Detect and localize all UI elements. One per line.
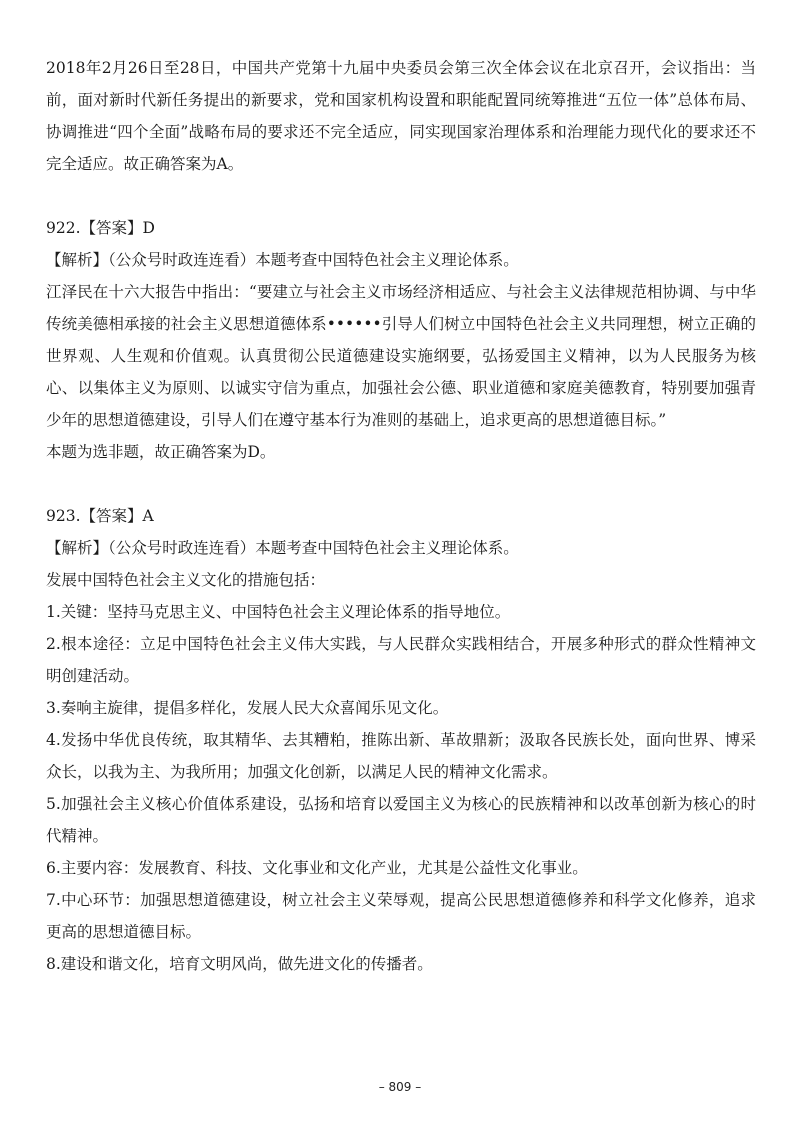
answer-923-item-8: 8.建设和谐文化，培育文明风尚，做先进文化的传播者。	[46, 955, 433, 973]
answer-923-item-3: 3.奏响主旋律，提倡多样化，发展人民大众喜闻乐见文化。	[46, 699, 449, 717]
answer-922-heading: 922.【答案】D	[46, 219, 155, 237]
answer-923-analysis: 【解析】（公众号时政连连看）本题考查中国特色社会主义理论体系。	[46, 539, 519, 557]
answer-923-item-7: 7.中心环节：加强思想道德建设，树立社会主义荣辱观，提高公民思想道德修养和科学文化修养，追求更高的思想道德目标。	[46, 891, 756, 941]
answer-923-item-1: 1.关键：坚持马克思主义、中国特色社会主义理论体系的指导地位。	[46, 603, 511, 621]
answer-923-heading: 923.【答案】A	[46, 507, 154, 525]
section-gap	[46, 468, 756, 500]
answer-923-item-4: 4.发扬中华优良传统，取其精华、去其糟粕，推陈出新、革故鼎新；汲取各民族长处，面向世界、博采众长，以我为主、为我所用；加强文化创新，以满足人民的精神文化需求。	[46, 731, 756, 781]
answer-923-item-6: 6.主要内容：发展教育、科技、文化事业和文化产业，尤其是公益性文化事业。	[46, 859, 588, 877]
answer-922-conclusion: 本题为选非题，故正确答案为D。	[46, 443, 276, 461]
answer-923-item-2: 2.根本途径：立足中国特色社会主义伟大实践，与人民群众实践相结合，开展多种形式的群众性精神文明创建活动。	[46, 635, 756, 685]
answer-922-analysis: 【解析】（公众号时政连连看）本题考查中国特色社会主义理论体系。	[46, 251, 519, 269]
answer-923-lead: 发展中国特色社会主义文化的措施包括：	[46, 571, 326, 589]
answer-922-body: 江泽民在十六大报告中指出：“要建立与社会主义市场经济相适应、与社会主义法律规范相协调、与中华传统美德相承接的社会主义思想道德体系••••••引导人们树立中国特色社会主义共同理想，树立正确的世界观、人生观和价值观。认真贯彻公民道德建设实施纲要，弘扬爱国主义精神，以为人民服务为核心、以集体主义为原则、以诚实守信为重点，加强社会公德、职业道德和家庭美德教育，特别要加强青少年的思想道德建设，引导人们在遵守基本行为准则的基础上，追求更高的思想道德目标。”	[46, 283, 756, 429]
answer-923-item-5: 5.加强社会主义核心价值体系建设，弘扬和培育以爱国主义为核心的民族精神和以改革创新为核心的时代精神。	[46, 795, 756, 845]
document-body	[46, 52, 756, 980]
section-gap	[46, 180, 756, 212]
page-number: – 809 –	[378, 1080, 422, 1094]
intro-paragraph: 2018年2月26日至28日，中国共产党第十九届中央委员会第三次全体会议在北京召开，会议指出：当前，面对新时代新任务提出的新要求，党和国家机构设置和职能配置同统筹推进“五位一体”总体布局、协调推进“四个全面”战略布局的要求还不完全适应，同实现国家治理体系和治理能力现代化的要求还不完全适应。故正确答案为A。	[46, 59, 756, 173]
